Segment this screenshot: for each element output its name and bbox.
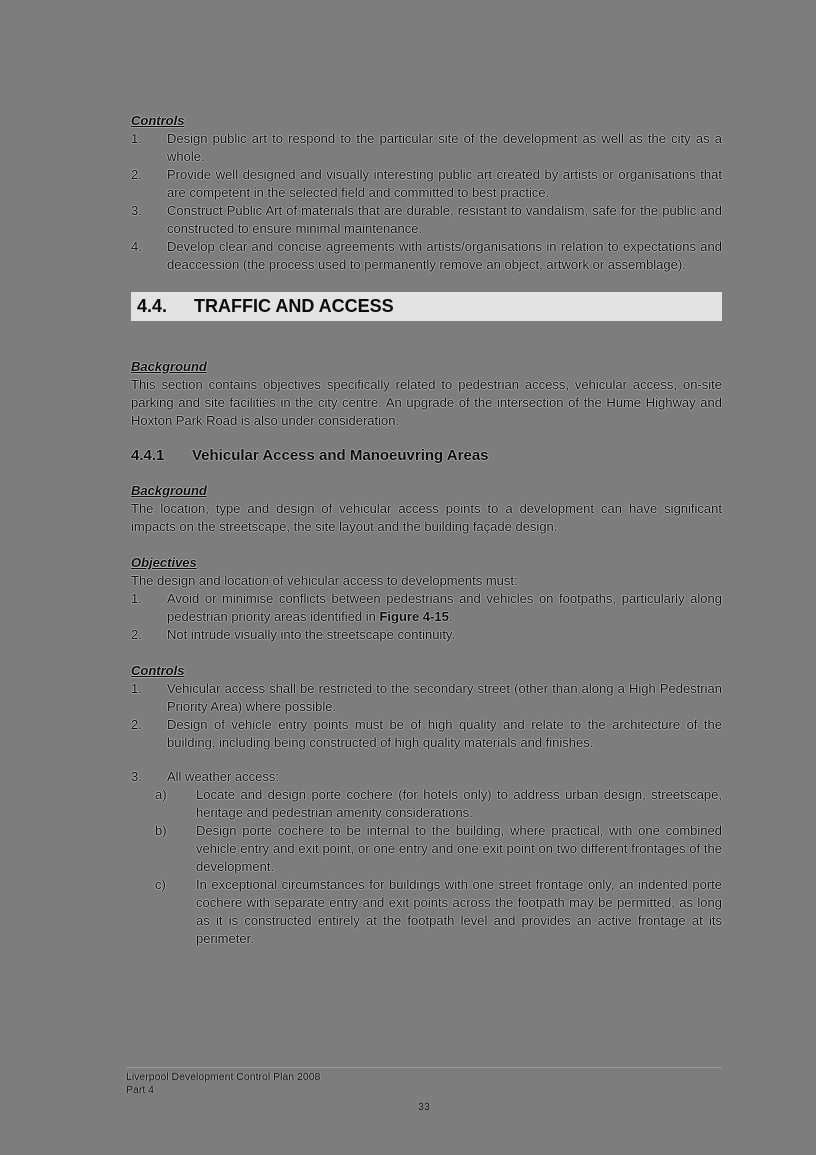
list-item-number: 2. [131,167,142,182]
list-item-number: 2. [131,627,142,642]
list-item [131,166,722,202]
objective-text: Avoid or minimise conflicts between pedestrians and vehicles on footpaths, particularly along pedestrian priority areas identified in [167,591,722,624]
list-item-number: 2. [131,717,142,732]
list-item-text: Develop clear and concise agreements with artists/organisations in relation to expectations and deaccession (the process used to permanently remove an object, artwork or assemblage). [167,239,722,272]
section-title: TRAFFIC AND ACCESS [194,296,394,316]
subsection-title: Vehicular Access and Manoeuvring Areas [192,447,489,464]
list-item [131,238,722,274]
objectives-section [131,554,722,644]
sub-list-item [155,876,722,948]
sub-list-item [155,786,722,822]
section-number: 4.4. [137,296,168,316]
sub-list-item-letter: b) [155,823,167,838]
background-paragraph: This section contains objectives specifically related to pedestrian access, vehicular access, on-site parking and site facilities in the city centre. An upgrade of the intersection of the Hume Highway and Hoxton Park Road is also under consideration. [131,377,722,428]
figure-reference: Figure 4-15 [379,609,449,624]
list-item-text: Not intrude visually into the streetscape continuity. [167,627,456,642]
subsection-background [131,482,722,536]
list-item-number: 1. [131,591,142,606]
sub-list-item-text: Design porte cochere to be internal to the building, where practical, with one combined vehicle entry and exit point, or one entry and one exit point on two different frontages of the development. [196,823,722,874]
list-item-text: Construct Public Art of materials that are durable, resistant to vandalism, safe for the public and constructed to ensure minimal maintenance. [167,203,722,236]
controls-public-art-section [131,112,722,274]
footer-part-label: Part 4 [126,1084,155,1096]
list-item-text: Vehicular access shall be restricted to the secondary street (other than along a High Pedestrian Priority Area) where possible. [167,681,722,714]
list-item-number: 4. [131,239,142,254]
page-footer [126,1067,722,1114]
controls-label: Controls [131,113,185,128]
subsection-number: 4.4.1 [131,447,165,464]
controls-label: Controls [131,663,185,678]
controls-public-art-list [131,130,722,274]
footer-document-title: Liverpool Development Control Plan 2008 [126,1071,321,1083]
section-heading [131,292,722,321]
list-item-number: 3. [131,203,142,218]
controls-vehicular-section [131,662,722,948]
list-item-text: Design of vehicle entry points must be of high quality and relate to the architecture of the building, including being constructed of high quality materials and finishes. [167,717,722,750]
list-item [131,130,722,166]
list-item-text: Provide well designed and visually interesting public art created by artists or organisations that are competent in the selected field and committed to best practice. [167,167,722,200]
list-item [131,590,722,626]
section-background [131,358,722,430]
sub-list-item [155,822,722,876]
sub-list-item-letter: c) [155,877,166,892]
list-item-text: Design public art to respond to the particular site of the development as well as the city as a whole. [167,131,722,164]
list-item-text [167,590,722,626]
list-item [131,680,722,716]
list-item [131,202,722,238]
controls-vehicular-list [131,680,722,948]
list-item-number: 1. [131,681,142,696]
background-paragraph: The location, type and design of vehicular access points to a development can have significant impacts on the streetscape, the site layout and the building façade design. [131,501,722,534]
list-item-number: 1. [131,131,142,146]
list-item [131,626,722,644]
list-item [131,768,722,786]
sub-list-item-letter: a) [155,787,167,802]
objectives-label: Objectives [131,555,197,570]
list-item-number: 3. [131,769,142,784]
list-item [131,716,722,752]
objectives-list [131,590,722,644]
objective-text-after: . [448,609,453,624]
page-content [131,112,722,948]
sub-list-item-text: In exceptional circumstances for buildings with one street frontage only, an indented porte cochere with separate entry and exit points across the footpath may be permitted, as long as it is constructed entirely at the footpath level and provides an active frontage at its perimeter. [196,877,722,946]
objectives-intro: The design and location of vehicular access to developments must: [131,573,518,588]
sub-list-item-text: Locate and design porte cochere (for hotels only) to address urban design, streetscape, heritage and pedestrian amenity considerations. [196,787,722,820]
background-label: Background [131,483,207,498]
background-label: Background [131,359,207,374]
all-weather-access-sublist [155,786,722,948]
subsection-heading [131,446,722,466]
list-item-text: All weather access: [167,769,279,784]
page-number: 33 [418,1101,430,1113]
